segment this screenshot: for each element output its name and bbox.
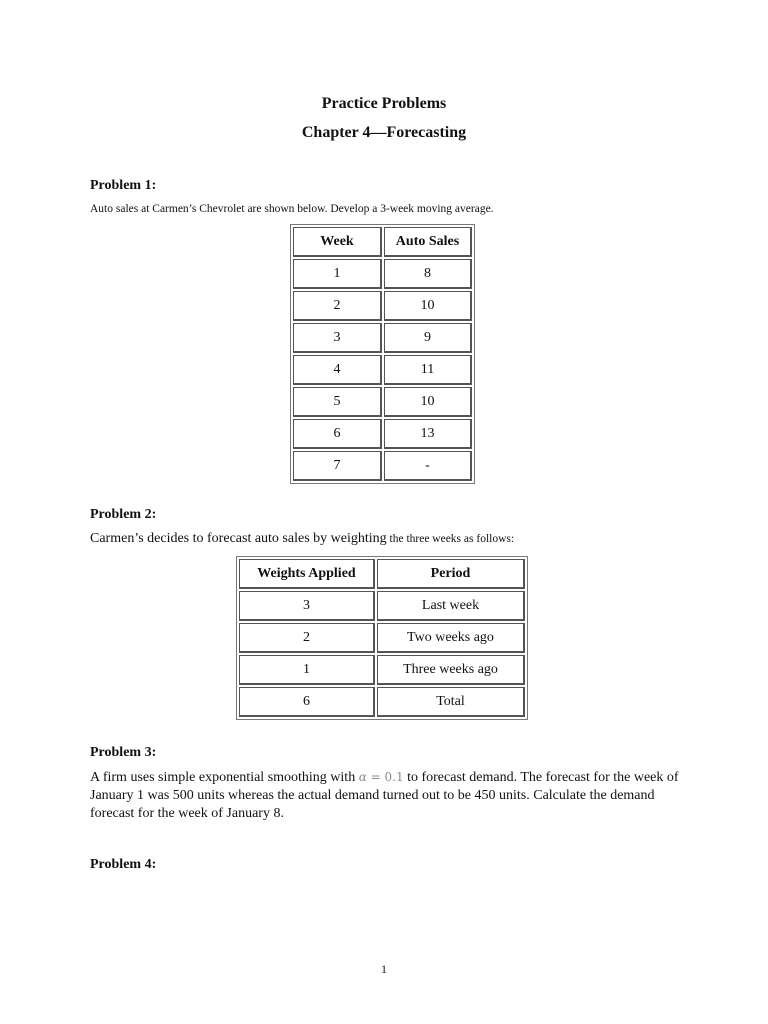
alpha-symbol: α [358,770,367,784]
table-row [293,355,472,385]
problem-3-text-after: to forecast demand. The forecast for the week of January 1 was 500 units whereas the actual demand turned out to be 450 units. Calculate the demand forecast for the week of January 8. [90,770,679,821]
week-cell: 6 [293,419,382,449]
table-row [239,687,525,717]
week-cell: 5 [293,387,382,417]
problem-1-heading: Problem 1: [90,178,157,193]
problem-2-text [90,530,514,548]
problem-3-text-before: A firm uses simple exponential smoothing with [90,770,359,785]
table-row [239,591,525,621]
equals-sign: = [366,770,385,784]
table-row [293,291,472,321]
weight-cell: 3 [239,591,375,621]
problem-3-text [90,768,690,823]
sales-cell: 11 [384,355,472,385]
sales-cell: - [384,451,472,481]
alpha-value: 0.1 [384,770,404,784]
week-cell: 2 [293,291,382,321]
sales-cell: 10 [384,291,472,321]
weight-cell: 1 [239,655,375,685]
period-cell: Last week [377,591,525,621]
table-row [293,419,472,449]
problem-1-text: Auto sales at Carmen’s Chevrolet are shown below. Develop a 3-week moving average. [90,203,494,215]
page-title: Practice Problems [321,95,447,112]
problem-2-text-main: Carmen’s decides to forecast auto sales by weighting [90,531,387,546]
column-header-auto-sales: Auto Sales [384,227,472,257]
column-header-period: Period [377,559,525,589]
problem-3-heading: Problem 3: [90,745,157,760]
chapter-title: Chapter 4—Forecasting [301,124,467,141]
sales-cell: 9 [384,323,472,353]
sales-cell: 8 [384,259,472,289]
week-cell: 7 [293,451,382,481]
period-cell: Total [377,687,525,717]
table-row [293,387,472,417]
weights-table [236,556,528,720]
weight-cell: 6 [239,687,375,717]
period-cell: Three weeks ago [377,655,525,685]
table-row [293,259,472,289]
table-row [293,451,472,481]
week-cell: 3 [293,323,382,353]
week-cell: 1 [293,259,382,289]
problem-4-heading: Problem 4: [90,857,157,872]
table-header-row [239,559,525,589]
problem-2-heading: Problem 2: [90,507,157,522]
alpha-equation [359,770,404,784]
column-header-weights-applied: Weights Applied [239,559,375,589]
sales-cell: 13 [384,419,472,449]
auto-sales-table [290,224,475,484]
table-row [239,623,525,653]
problem-2-text-small: the three weeks as follows: [386,533,515,545]
period-cell: Two weeks ago [377,623,525,653]
page-number: 1 [381,962,387,976]
sales-cell: 10 [384,387,472,417]
column-header-week: Week [293,227,382,257]
weight-cell: 2 [239,623,375,653]
week-cell: 4 [293,355,382,385]
table-header-row [293,227,472,257]
table-row [239,655,525,685]
table-row [293,323,472,353]
